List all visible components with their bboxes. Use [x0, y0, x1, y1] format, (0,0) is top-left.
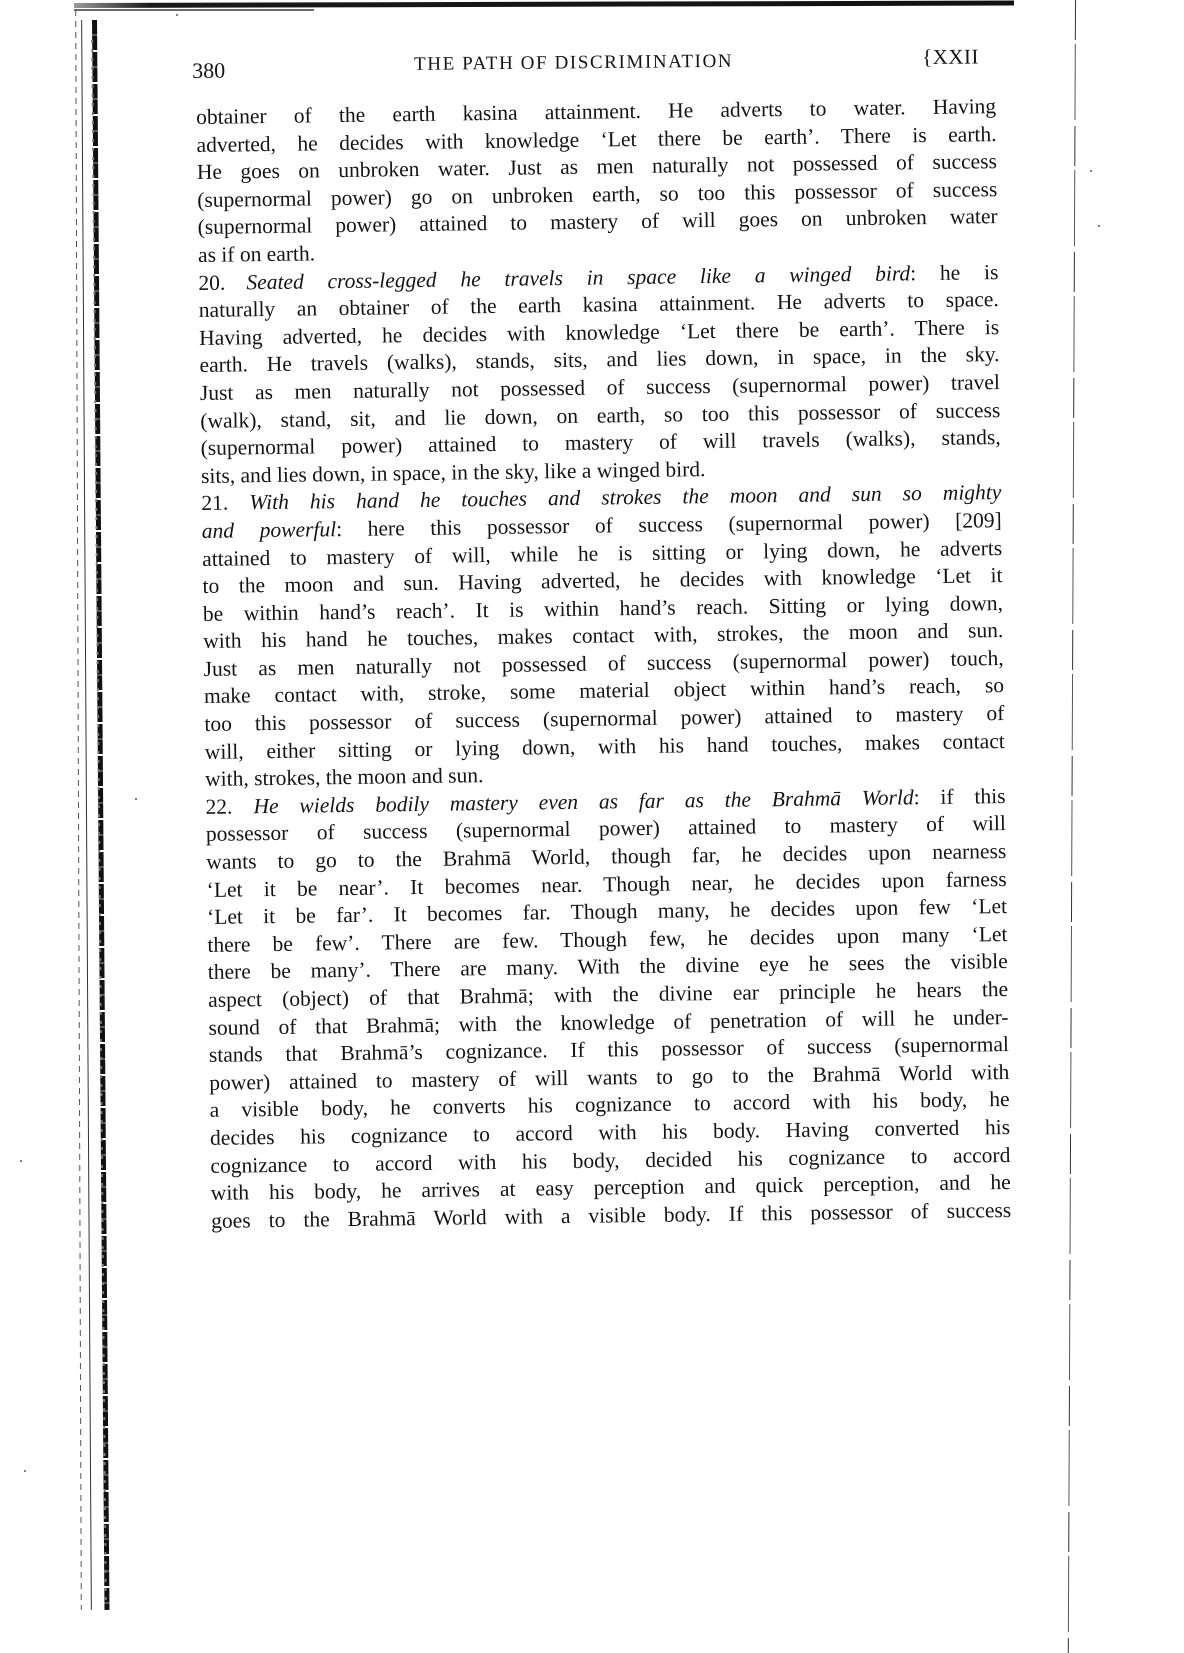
paragraph-22 [205, 783, 1031, 1236]
chapter-mark: {XXII [921, 44, 980, 69]
text-line: Just as men naturally not possessed of success (supernormal power) touch, [203, 645, 1004, 681]
text-line: will, either sitting or lying down, with his hand touches, makes contact [204, 728, 1005, 764]
text-line: sits, and lies down, in space, in the sky, like a winged bird. [200, 456, 706, 488]
text-run: : here this possessor of success (supernormal power) [209] [335, 507, 1002, 542]
paragraph-continuation [196, 93, 1018, 270]
text-line: be within hand’s reach’. It is within hand’s reach. Sitting or lying down, [202, 590, 1004, 626]
page-header [192, 44, 1022, 92]
paragraph-number: 22. [205, 794, 233, 819]
text-line: (supernormal power) attained to mastery of will travels (walks), stands, [200, 425, 1001, 461]
text-line: there be few’. There are few. Though few, he decides upon many ‘Let [207, 921, 1008, 957]
text-line: possessor of success (supernormal power) attained to mastery of will [205, 811, 1007, 847]
text-line: make contact with, stroke, some material object within hand’s reach, so [203, 673, 1005, 709]
text-line: too this possessor of success (supernormal power) attained to mastery of [204, 701, 1005, 737]
text-line: obtainer of the earth kasina attainment. He adverts to water. Having [196, 94, 997, 129]
text-line: Having adverted, he decides with knowledge ‘Let there be earth’. There is [199, 314, 1000, 350]
page-number: 380 [192, 57, 226, 83]
paragraph-number: 20. [198, 270, 226, 295]
text-line: Just as men naturally not possessed of success (supernormal power) travel [199, 370, 1001, 405]
text-line: with his hand he touches, makes contact with, strokes, the moon and sun. [203, 618, 1004, 654]
text-line: ‘Let it be far’. It becomes far. Though many, he decides upon few ‘Let [206, 894, 1008, 930]
body-text [196, 93, 1031, 1235]
scan-speck [1090, 170, 1092, 172]
paragraph-heading: With his hand he touches and strokes the moon and sun so mighty [249, 480, 1002, 515]
paragraph-heading: and powerful [201, 517, 337, 543]
text-line: ‘Let it be near’. It becomes near. Though near, he decides upon farness [206, 866, 1007, 902]
scan-speck [135, 798, 137, 800]
text-line: sound of that Brahmā; with the knowledge of penetration of will he under- [208, 1004, 1009, 1040]
paragraph-21 [201, 479, 1025, 794]
text-line: as if on earth. [197, 241, 316, 267]
text-line: stands that Brahmā’s cognizance. If this possessor of success (supernormal [208, 1032, 1010, 1068]
scan-speck [24, 1470, 26, 1472]
paragraph-heading: Seated cross-legged he travels in space like a winged bird [246, 260, 911, 294]
text-line: with, strokes, the moon and sun. [205, 763, 484, 792]
text-line: adverted, he decides with knowledge ‘Let there be earth’. There is earth. [196, 121, 997, 157]
scan-speck [20, 1160, 22, 1162]
text-run: : if this [913, 783, 1006, 810]
text-line: there be many’. There are many. With the divine eye he sees the visible [207, 949, 1008, 985]
paragraph-number: 21. [201, 490, 229, 516]
text-line: wants to go to the Brahmā World, though far, he decides upon nearness [206, 839, 1007, 874]
text-line: earth. He travels (walks), stands, sits, and lies down, in space, in the sky. [199, 342, 1000, 378]
text-line: aspect (object) of that Brahmā; with the divine ear principle he hears the [208, 977, 1009, 1012]
scan-speck [1098, 225, 1100, 227]
text-line: (supernormal power) go on unbroken earth, so too this possessor of success [197, 176, 998, 212]
text-run: : he is [910, 259, 999, 285]
text-line: He goes on unbroken water. Just as men naturally not possessed of success [196, 149, 998, 185]
text-line: power) attained to mastery of will wants to go to the Brahmā World with [209, 1059, 1010, 1095]
text-line: to the moon and sun. Having adverted, he decides with knowledge ‘Let it [202, 563, 1003, 599]
text-line: with his body, he arrives at easy perception and quick perception, and he [210, 1170, 1011, 1206]
scan-speck [176, 14, 178, 16]
text-line: naturally an obtainer of the earth kasina attainment. He adverts to space. [198, 287, 999, 323]
text-line: cognizance to accord with his body, decided his cognizance to accord [210, 1142, 1011, 1178]
paragraph-heading: He wields bodily mastery even as far as the Brahmā World [253, 785, 914, 819]
text-line: (walk), stand, sit, and lie down, on earth, so too this possessor of success [200, 397, 1001, 433]
paragraph-20 [198, 258, 1021, 490]
text-line: goes to the Brahmā World with a visible body. If this possessor of success [211, 1197, 1012, 1233]
text-line: (supernormal power) attained to mastery of will goes on unbroken water [197, 204, 998, 240]
text-line: decides his cognizance to accord with his body. Having converted his [209, 1114, 1011, 1150]
text-line: attained to mastery of will, while he is sitting or lying down, he adverts [202, 535, 1003, 571]
running-title: THE PATH OF DISCRIMINATION [414, 50, 734, 75]
text-line: a visible body, he converts his cognizance to accord with his body, he [209, 1087, 1010, 1123]
